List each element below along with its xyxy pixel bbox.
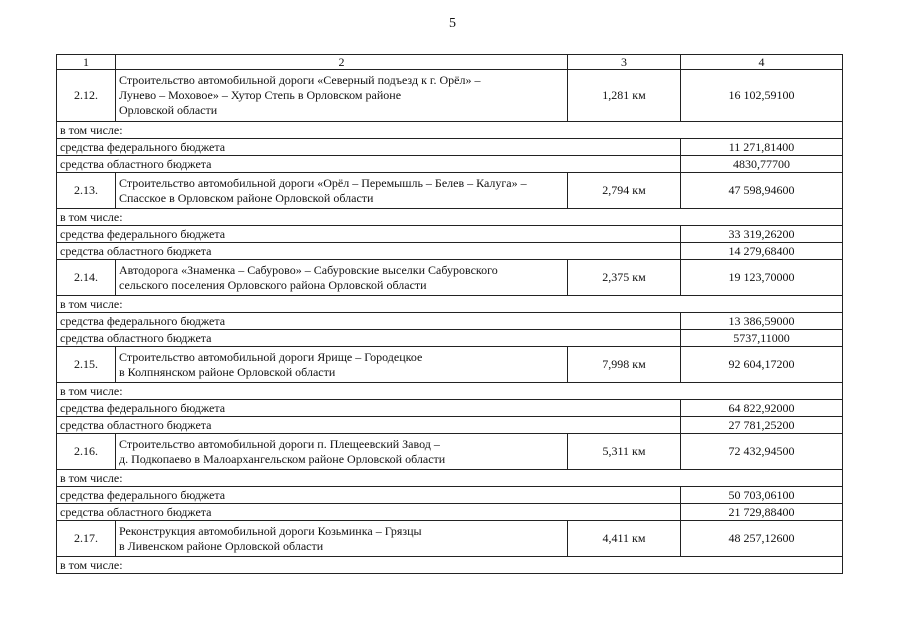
- table-row: [57, 209, 843, 226]
- table-row: [57, 70, 843, 122]
- regional-budget-label: средства областного бюджета: [57, 330, 681, 347]
- federal-budget-label: средства федерального бюджета: [57, 139, 681, 156]
- desc-line: Орловской области: [119, 103, 218, 117]
- header-cell: 4: [681, 55, 843, 70]
- table-row: [57, 417, 843, 434]
- item-number: 2.12.: [57, 70, 116, 122]
- table-row: [57, 226, 843, 243]
- header-cell: 1: [57, 55, 116, 70]
- item-description: [116, 173, 568, 209]
- item-amount: 92 604,17200: [681, 347, 843, 383]
- table-row: [57, 260, 843, 296]
- header-cell: 2: [116, 55, 568, 70]
- table-row: [57, 557, 843, 574]
- desc-line: Строительство автомобильной дороги «Орёл – Перемышль – Белев – Калуга» –: [119, 175, 527, 190]
- desc-line: в Колпнянском районе Орловской области: [119, 364, 336, 379]
- item-description: [116, 70, 568, 122]
- item-length: 1,281 км: [568, 70, 681, 122]
- item-amount: 48 257,12600: [681, 521, 843, 557]
- item-description: [116, 434, 568, 470]
- item-length: 5,311 км: [568, 434, 681, 470]
- item-number: 2.13.: [57, 173, 116, 209]
- page-number: 5: [449, 16, 456, 31]
- item-length: 2,375 км: [568, 260, 681, 296]
- regional-budget-label: средства областного бюджета: [57, 243, 681, 260]
- item-number: 2.15.: [57, 347, 116, 383]
- federal-budget-value: 33 319,26200: [681, 226, 843, 243]
- item-amount: 47 598,94600: [681, 173, 843, 209]
- table-row: [57, 243, 843, 260]
- federal-budget-label: средства федерального бюджета: [57, 400, 681, 417]
- table-row: [57, 470, 843, 487]
- item-number: 2.16.: [57, 434, 116, 470]
- including-label: в том числе:: [57, 470, 843, 487]
- table-row: [57, 296, 843, 313]
- item-amount: 19 123,70000: [681, 260, 843, 296]
- table-row: [57, 487, 843, 504]
- table-row: [57, 504, 843, 521]
- table-row: [57, 383, 843, 400]
- item-description: [116, 347, 568, 383]
- item-amount: 72 432,94500: [681, 434, 843, 470]
- federal-budget-value: 11 271,81400: [681, 139, 843, 156]
- table-row: [57, 521, 843, 557]
- table-row: [57, 122, 843, 139]
- regional-budget-value: 4830,77700: [681, 156, 843, 173]
- desc-line: Реконструкция автомобильной дороги Козьминка – Грязцы: [119, 523, 422, 538]
- including-label: в том числе:: [57, 209, 843, 226]
- including-label: в том числе:: [57, 383, 843, 400]
- table-row: [57, 400, 843, 417]
- item-number: 2.14.: [57, 260, 116, 296]
- desc-line: в Ливенском районе Орловской области: [119, 538, 324, 553]
- item-length: 2,794 км: [568, 173, 681, 209]
- header-cell: 3: [568, 55, 681, 70]
- table-row: [57, 139, 843, 156]
- desc-line: Лунево – Моховое» – Хутор Степь в Орловском районе: [119, 88, 402, 102]
- desc-line: д. Подкопаево в Малоархангельском районе Орловской области: [119, 451, 446, 466]
- desc-line: сельского поселения Орловского района Орловской области: [119, 277, 427, 292]
- regional-budget-label: средства областного бюджета: [57, 156, 681, 173]
- item-number: 2.17.: [57, 521, 116, 557]
- regional-budget-value: 5737,11000: [681, 330, 843, 347]
- desc-line: Строительство автомобильной дороги «Северный подъезд к г. Орёл» –: [119, 73, 481, 87]
- table-row: [57, 173, 843, 209]
- item-length: 7,998 км: [568, 347, 681, 383]
- regional-budget-label: средства областного бюджета: [57, 417, 681, 434]
- including-label: в том числе:: [57, 122, 843, 139]
- budget-table: [56, 54, 843, 574]
- table-row: [57, 313, 843, 330]
- table-row: [57, 330, 843, 347]
- desc-line: Спасское в Орловском районе Орловской области: [119, 190, 374, 205]
- table-row: [57, 434, 843, 470]
- item-amount: 16 102,59100: [681, 70, 843, 122]
- federal-budget-label: средства федерального бюджета: [57, 313, 681, 330]
- item-description: [116, 521, 568, 557]
- table-row: [57, 156, 843, 173]
- table-header-row: [57, 55, 843, 70]
- item-description: [116, 260, 568, 296]
- regional-budget-value: 27 781,25200: [681, 417, 843, 434]
- federal-budget-value: 50 703,06100: [681, 487, 843, 504]
- desc-line: Автодорога «Знаменка – Сабурово» – Сабуровские выселки Сабуровского: [119, 262, 498, 277]
- regional-budget-value: 21 729,88400: [681, 504, 843, 521]
- regional-budget-label: средства областного бюджета: [57, 504, 681, 521]
- desc-line: Строительство автомобильной дороги п. Плещеевский Завод –: [119, 436, 440, 451]
- federal-budget-label: средства федерального бюджета: [57, 226, 681, 243]
- federal-budget-value: 64 822,92000: [681, 400, 843, 417]
- federal-budget-value: 13 386,59000: [681, 313, 843, 330]
- regional-budget-value: 14 279,68400: [681, 243, 843, 260]
- item-length: 4,411 км: [568, 521, 681, 557]
- including-label: в том числе:: [57, 557, 843, 574]
- federal-budget-label: средства федерального бюджета: [57, 487, 681, 504]
- table-row: [57, 347, 843, 383]
- desc-line: Строительство автомобильной дороги Ярище – Городецкое: [119, 349, 423, 364]
- including-label: в том числе:: [57, 296, 843, 313]
